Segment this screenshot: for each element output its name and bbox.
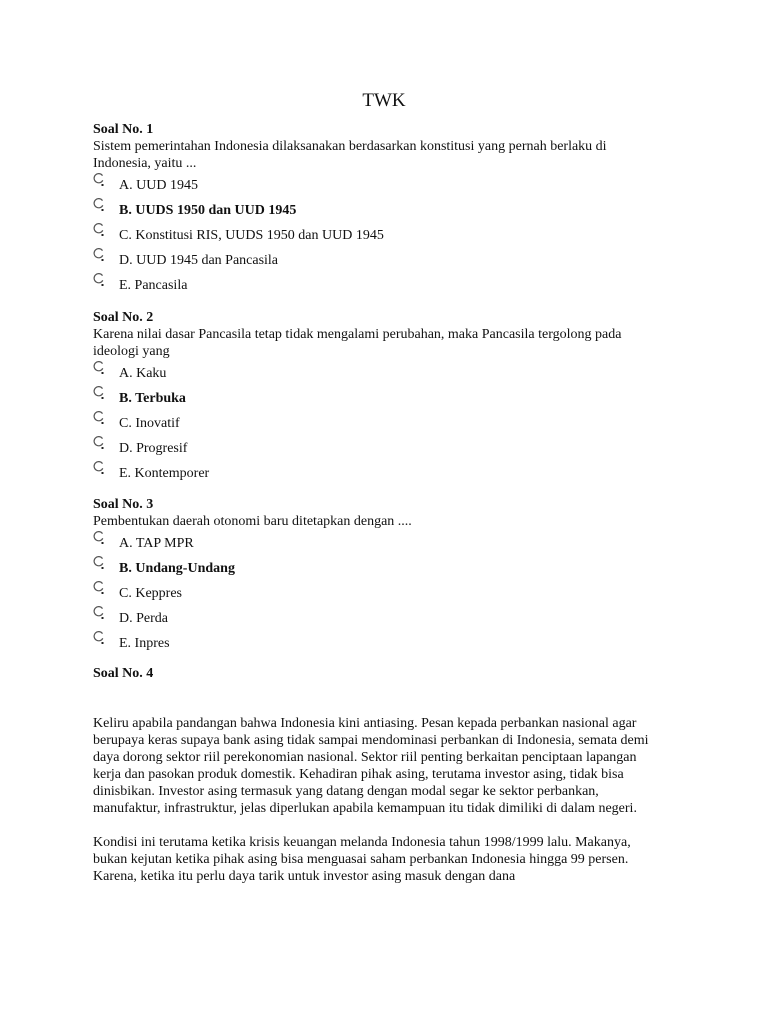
radio-button-icon[interactable]	[93, 386, 105, 400]
radio-button-icon[interactable]	[93, 556, 105, 570]
question-heading: Soal No. 4	[93, 666, 154, 681]
option-label-correct: B. Terbuka	[119, 391, 186, 406]
question-3	[93, 496, 663, 658]
option-d[interactable]	[93, 438, 663, 463]
option-label-correct: B. UUDS 1950 dan UUD 1945	[119, 203, 297, 218]
option-label-correct: B. Undang-Undang	[119, 561, 235, 576]
option-a[interactable]	[93, 363, 663, 388]
option-label: A. UUD 1945	[119, 178, 198, 193]
passage-paragraph-1	[93, 715, 663, 817]
option-e[interactable]	[93, 275, 663, 300]
option-b[interactable]	[93, 200, 663, 225]
option-d[interactable]	[93, 250, 663, 275]
option-label: D. Progresif	[119, 441, 188, 456]
radio-button-icon[interactable]	[93, 248, 105, 262]
question-text: Sistem pemerintahan Indonesia dilaksanakan berdasarkan konstitusi yang pernah berlaku di Indonesia, yaitu ...	[93, 139, 607, 171]
option-label: C. Konstitusi RIS, UUDS 1950 dan UUD 1945	[119, 228, 384, 243]
option-a[interactable]	[93, 175, 663, 200]
option-e[interactable]	[93, 463, 663, 488]
option-label: C. Keppres	[119, 586, 182, 601]
option-label: A. TAP MPR	[119, 536, 194, 551]
option-label: E. Kontemporer	[119, 466, 210, 481]
option-c[interactable]	[93, 583, 663, 608]
option-a[interactable]	[93, 533, 663, 558]
option-label: E. Pancasila	[119, 278, 188, 293]
document-title: TWK	[362, 90, 406, 111]
option-c[interactable]	[93, 225, 663, 250]
option-b[interactable]	[93, 388, 663, 413]
passage-paragraph-2	[93, 834, 663, 885]
option-c[interactable]	[93, 413, 663, 438]
option-label: C. Inovatif	[119, 416, 180, 431]
radio-button-icon[interactable]	[93, 273, 105, 287]
question-1	[93, 121, 663, 300]
radio-button-icon[interactable]	[93, 581, 105, 595]
radio-button-icon[interactable]	[93, 461, 105, 475]
option-d[interactable]	[93, 608, 663, 633]
question-heading: Soal No. 1	[93, 122, 154, 137]
radio-button-icon[interactable]	[93, 223, 105, 237]
document-content	[93, 121, 663, 885]
radio-button-icon[interactable]	[93, 361, 105, 375]
option-e[interactable]	[93, 633, 663, 658]
option-label: A. Kaku	[119, 366, 167, 381]
question-heading: Soal No. 2	[93, 310, 154, 325]
radio-button-icon[interactable]	[93, 606, 105, 620]
passage-text: Keliru apabila pandangan bahwa Indonesia kini antiasing. Pesan kepada perbankan nasional agar berupaya keras supaya bank asing tidak sampai mendominasi perbankan di Indonesia, semata demi daya dorong sektor riil perekonomian nasional. Sektor riil penting berkaitan penciptaan lapangan kerja dan pasokan produk domestik. Kehadiran pihak asing, terutama investor asing, tidak bisa dinisbikan. Investor asing termasuk yang datang dengan modal segar ke sektor perbankan, manufaktur, infrastruktur, jelas diperlukan apabila kemampuan itu tidak dimiliki di dalam negeri.	[93, 716, 649, 816]
radio-button-icon[interactable]	[93, 631, 105, 645]
option-b[interactable]	[93, 558, 663, 583]
radio-button-icon[interactable]	[93, 411, 105, 425]
question-2	[93, 309, 663, 488]
radio-button-icon[interactable]	[93, 436, 105, 450]
question-heading: Soal No. 3	[93, 497, 154, 512]
radio-button-icon[interactable]	[93, 198, 105, 212]
question-4	[93, 665, 663, 885]
option-label: D. UUD 1945 dan Pancasila	[119, 253, 279, 268]
passage-text: Kondisi ini terutama ketika krisis keuangan melanda Indonesia tahun 1998/1999 lalu. Makanya, bukan kejutan ketika pihak asing bisa menguasai saham perbankan Indonesia hingga 99 persen. Karena, ketika itu perlu daya tarik untuk investor asing masuk dengan dana	[93, 835, 631, 884]
option-label: D. Perda	[119, 611, 168, 626]
radio-button-icon[interactable]	[93, 531, 105, 545]
radio-button-icon[interactable]	[93, 173, 105, 187]
option-label: E. Inpres	[119, 636, 170, 651]
question-text: Pembentukan daerah otonomi baru ditetapkan dengan ....	[93, 514, 412, 529]
question-text: Karena nilai dasar Pancasila tetap tidak mengalami perubahan, maka Pancasila tergolong pada ideologi yang	[93, 327, 622, 359]
